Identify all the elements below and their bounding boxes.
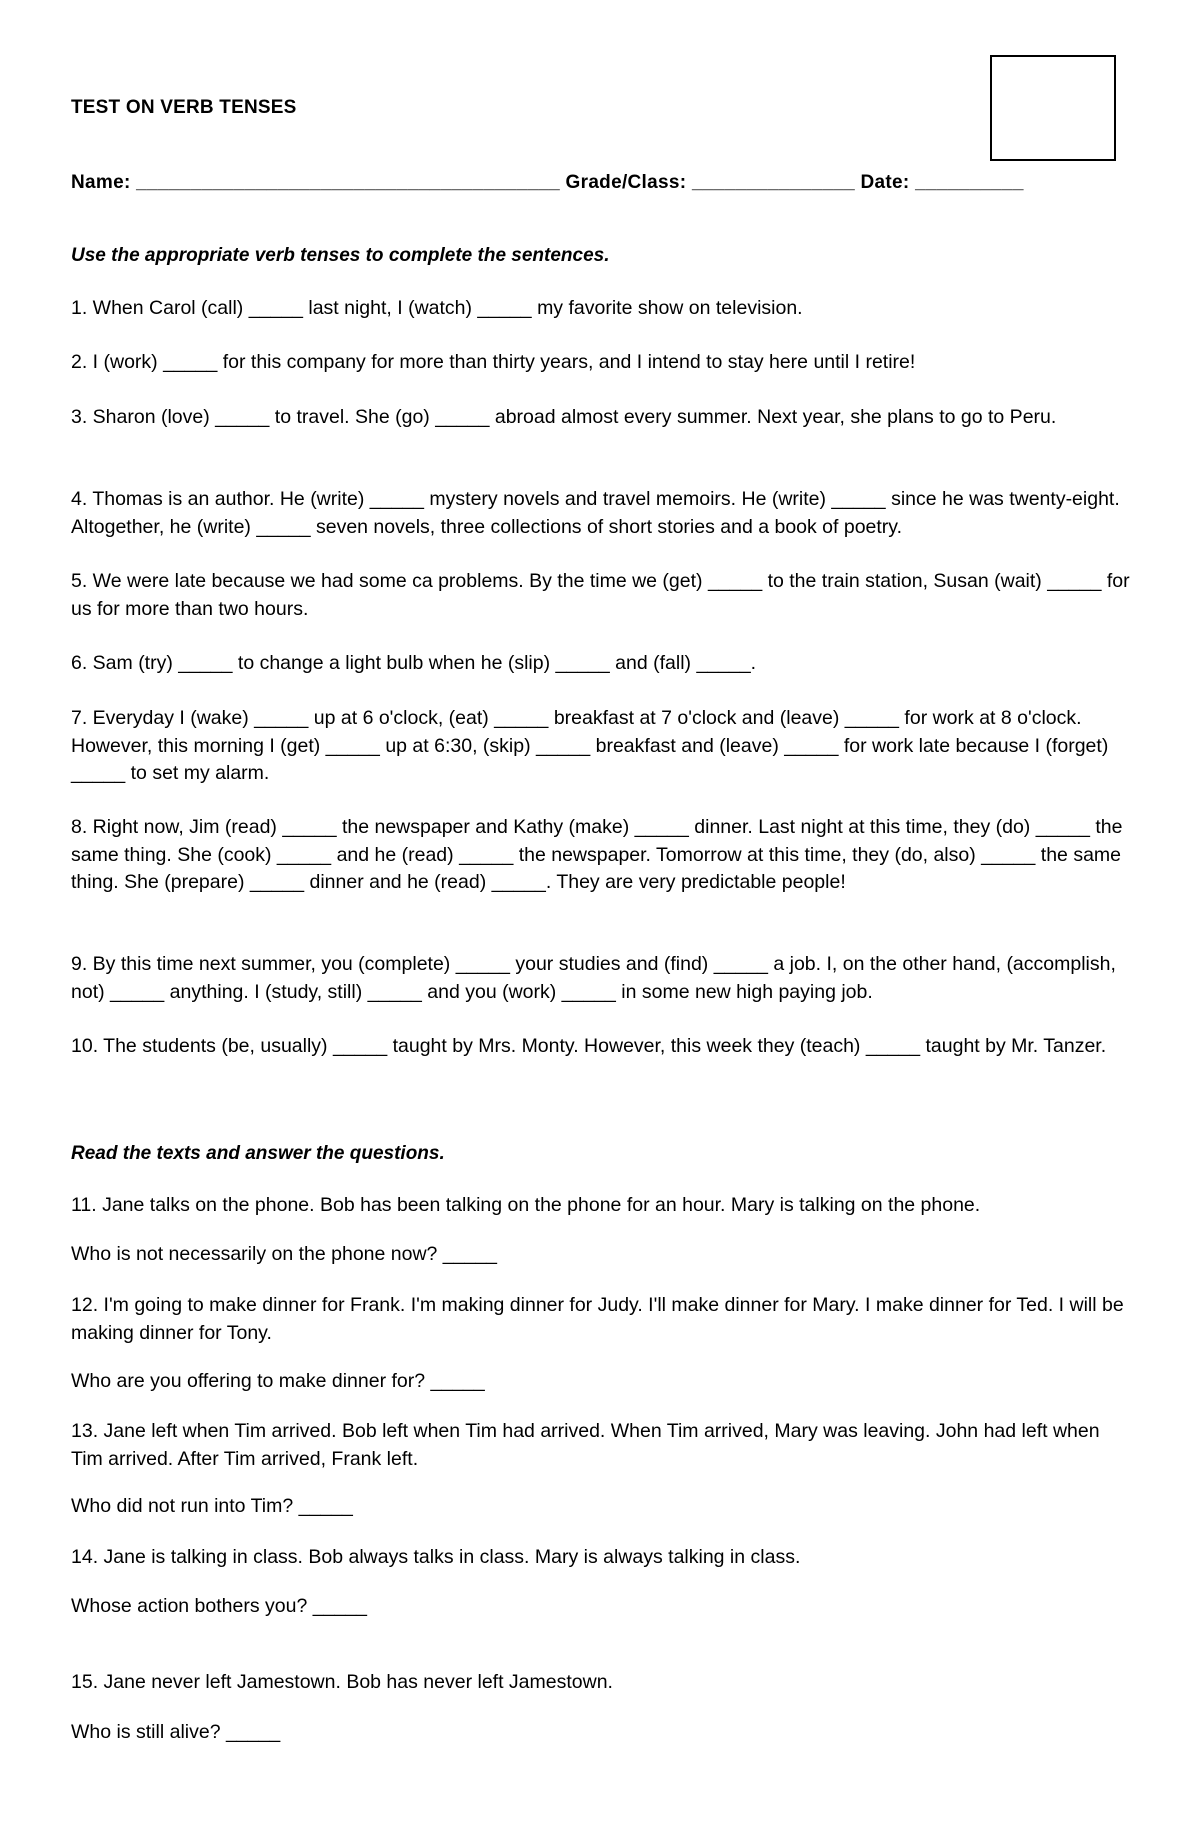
exercise-item-5: 5. We were late because we had some ca problems. By the time we (get) _____ to the train station, Susan (wait) _____ for us for more than two hours.: [71, 570, 1130, 620]
exercise-item-8: 8. Right now, Jim (read) _____ the newspaper and Kathy (make) _____ dinner. Last night at this time, they (do) _____ the same thing. She (cook) _____ and he (read) _____ the newspaper. Tomorrow at this time, they (do, also) _____ the same thing. She (prepare) _____ dinner and he (read) _____. They are very predictable people!: [71, 816, 1123, 893]
reading-item-12-question: Who are you offering to make dinner for? _____: [71, 1370, 485, 1392]
section2-instruction: Read the texts and answer the questions.: [71, 1143, 445, 1164]
reading-item-14-text: 14. Jane is talking in class. Bob always talks in class. Mary is always talking in class.: [71, 1546, 801, 1568]
reading-item-13-question: Who did not run into Tim? _____: [71, 1495, 353, 1517]
reading-item-13-text: 13. Jane left when Tim arrived. Bob left when Tim had arrived. When Tim arrived, Mary was leaving. John had left when Tim arrived. After Tim arrived, Frank left.: [71, 1420, 1100, 1470]
reading-item-11-question: Who is not necessarily on the phone now? _____: [71, 1243, 498, 1265]
reading-item-15-question: Who is still alive? _____: [71, 1721, 281, 1743]
reading-item-12-text: 12. I'm going to make dinner for Frank. I'm making dinner for Judy. I'll make dinner for Mary. I make dinner for Ted. I will be making dinner for Tony.: [71, 1294, 1124, 1344]
reading-item-14-question: Whose action bothers you? _____: [71, 1595, 367, 1617]
exercise-item-4: 4. Thomas is an author. He (write) _____ mystery novels and travel memoirs. He (write) _____ since he was twenty-eight. Altogether, he (write) _____ seven novels, three collections of short stories and a book of poetry.: [71, 488, 1120, 538]
exercise-item-10: 10. The students (be, usually) _____ taught by Mrs. Monty. However, this week they (teach) _____ taught by Mr. Tanzer.: [71, 1035, 1107, 1057]
exercise-item-3: 3. Sharon (love) _____ to travel. She (go) _____ abroad almost every summer. Next year, she plans to go to Peru.: [71, 406, 1057, 428]
exercise-item-9: 9. By this time next summer, you (complete) _____ your studies and (find) _____ a job. I, on the other hand, (accomplish, not) _____ anything. I (study, still) _____ and you (work) _____ in some new high paying job.: [71, 953, 1116, 1003]
exercise-item-1: 1. When Carol (call) _____ last night, I (watch) _____ my favorite show on television.: [71, 297, 803, 319]
reading-item-11-text: 11. Jane talks on the phone. Bob has been talking on the phone for an hour. Mary is talking on the phone.: [71, 1194, 981, 1216]
reading-item-15-text: 15. Jane never left Jamestown. Bob has never left Jamestown.: [71, 1671, 613, 1693]
student-info-line: Name: _______________________________________ Grade/Class: _______________ Date: __________: [71, 172, 1024, 193]
exercise-item-7: 7. Everyday I (wake) _____ up at 6 o'clock, (eat) _____ breakfast at 7 o'clock and (leave) _____ for work at 8 o'clock. However, this morning I (get) _____ up at 6:30, (skip) _____ breakfast and (leave) _____ for work late because I (forget) _____ to set my alarm.: [71, 707, 1109, 784]
section1-instruction: Use the appropriate verb tenses to complete the sentences.: [71, 245, 610, 266]
page-title: TEST ON VERB TENSES: [71, 97, 297, 118]
exercise-item-6: 6. Sam (try) _____ to change a light bulb when he (slip) _____ and (fall) _____.: [71, 652, 757, 674]
exercise-item-2: 2. I (work) _____ for this company for more than thirty years, and I intend to stay here until I retire!: [71, 351, 916, 373]
score-box: [990, 55, 1116, 161]
